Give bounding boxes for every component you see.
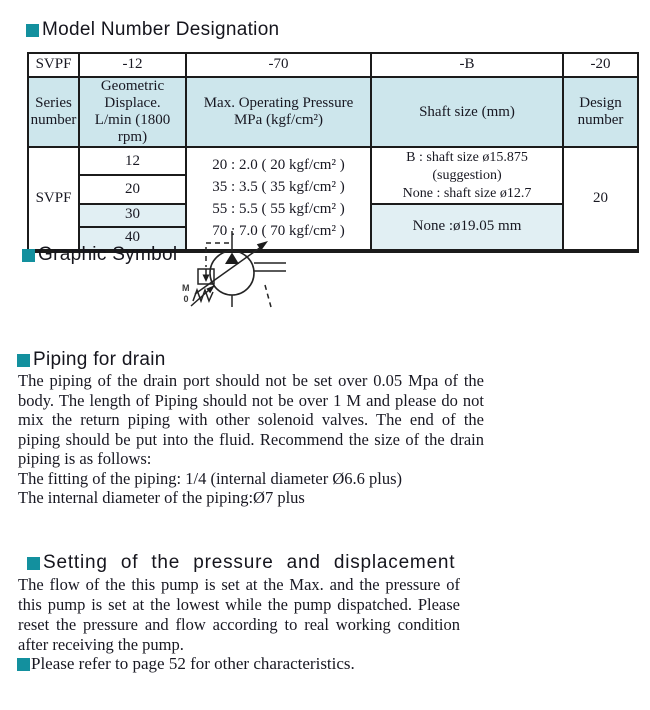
cell-shaft-none: None :ø19.05 mm <box>371 204 563 251</box>
header-line: Design <box>579 95 622 111</box>
section-bullet-icon <box>27 557 40 570</box>
section-title-piping-for-drain: Piping for drain <box>33 349 166 370</box>
shaft-option-line: None : shaft size ø12.7 <box>402 186 532 201</box>
setting-paragraph: The flow of the this pump is set at the Max. and the pressure of this pump is set at the lowest while the pump dispatched. Please reset the pressure and flow according to real working condition after receiving the pump. <box>18 575 460 654</box>
header-line: L/min (1800 rpm) <box>94 112 171 145</box>
header-line: MPa (kgf/cm²) <box>233 112 324 128</box>
pressure-line: 35 : 3.5 ( 35 kgf/cm² ) <box>212 179 345 196</box>
section-heading-graphic-symbol <box>22 244 177 266</box>
section-title-setting: Setting of the pressure and displacement <box>43 552 456 573</box>
header-geometric-displacement <box>79 77 186 147</box>
piping-paragraph: The piping of the drain port should not be set over 0.05 Mpa of the body. The length of Piping should not be over 1 M and please do not mix the return piping with other solenoid valves. The end of the piping should be put into the fluid. Recommend the size of the drain piping is as follows: <box>18 371 484 468</box>
code-shaft: -B <box>371 53 563 77</box>
section-title-model-number: Model Number Designation <box>42 19 280 40</box>
cell-displacement-40: 40 <box>79 227 186 251</box>
refer-note-text: Please refer to page 52 for other characteristics. <box>31 654 355 673</box>
section-heading-model-number <box>26 19 279 41</box>
shaft-option-line: B : shaft size ø15.875 (suggestion) <box>406 150 528 183</box>
pressure-line: 55 : 5.5 ( 55 kgf/cm² ) <box>212 201 345 218</box>
section-heading-setting <box>27 552 455 574</box>
cell-displacement-30: 30 <box>79 204 186 227</box>
section-bullet-icon <box>26 24 39 37</box>
cell-design-value: 20 <box>563 147 638 251</box>
refer-note <box>17 654 355 674</box>
header-line: number <box>30 112 77 128</box>
section-bullet-icon <box>17 354 30 367</box>
header-line: Series <box>35 95 72 111</box>
variable-displacement-pump-symbol-icon <box>180 227 295 311</box>
cell-displacement-12: 12 <box>79 147 186 175</box>
header-max-operating-pressure <box>186 77 371 147</box>
code-displacement: -12 <box>79 53 186 77</box>
table-code-row <box>28 53 638 77</box>
pressure-line: 20 : 2.0 ( 20 kgf/cm² ) <box>212 157 345 174</box>
cell-shaft-options <box>371 147 563 204</box>
header-design-number <box>563 77 638 147</box>
table-header-row <box>28 77 638 147</box>
code-design: -20 <box>563 53 638 77</box>
model-number-table <box>27 52 639 253</box>
cell-displacement-20: 20 <box>79 175 186 203</box>
piping-fitting-line: The fitting of the piping: 1/4 (internal diameter Ø6.6 plus) <box>18 468 402 488</box>
header-series-number <box>28 77 79 147</box>
section-bullet-icon <box>22 249 35 262</box>
cell-series-value: SVPF <box>28 147 79 251</box>
header-line: Max. Operating Pressure <box>203 95 354 111</box>
pressure-line: 70 : 7.0 ( 70 kgf/cm² ) <box>212 223 345 240</box>
section-heading-piping-for-drain <box>17 349 166 371</box>
header-line: Shaft size (mm) <box>419 103 515 120</box>
header-shaft-size <box>371 77 563 147</box>
code-pressure: -70 <box>186 53 371 77</box>
piping-text-block <box>18 371 484 508</box>
section-bullet-icon <box>17 658 30 671</box>
code-series: SVPF <box>28 53 79 77</box>
piping-diameter-line: The internal diameter of the piping:Ø7 plus <box>18 488 305 507</box>
zero-port-label: 0 <box>183 294 189 304</box>
table-row <box>28 147 638 175</box>
header-line: Geometric Displace. <box>100 78 165 111</box>
flow-triangle-icon <box>225 253 239 265</box>
variable-arrow-line <box>195 247 261 294</box>
section-title-graphic-symbol: Graphic Symbol <box>38 244 178 265</box>
m-port-label: M <box>182 283 190 293</box>
compensator-arrowhead-icon <box>203 275 210 283</box>
header-line: number <box>577 112 624 128</box>
pilot-dashed-line-right <box>265 285 271 307</box>
